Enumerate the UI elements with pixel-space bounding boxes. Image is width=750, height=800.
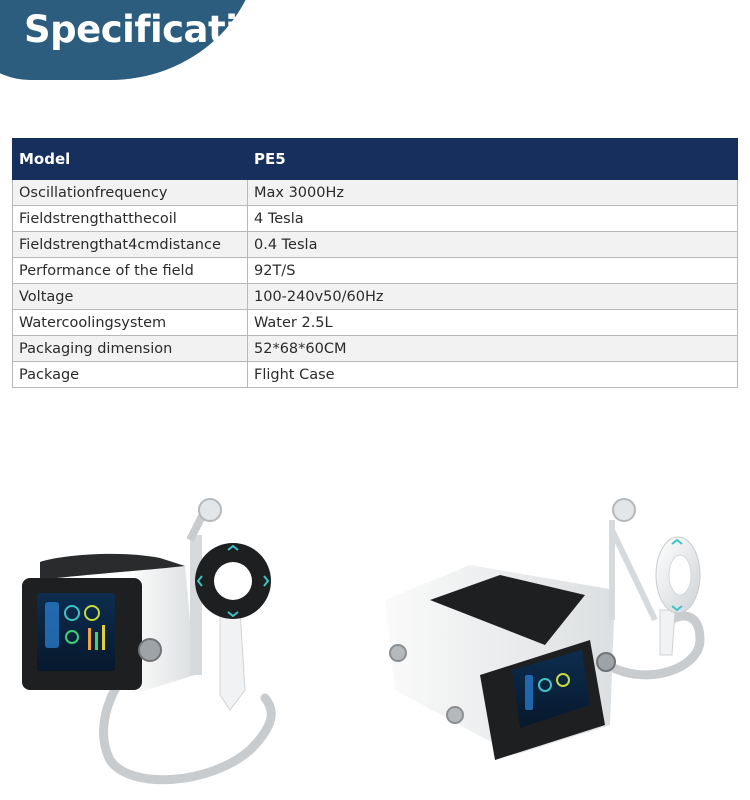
left-screen-figure-icon bbox=[45, 602, 59, 648]
spec-value: 100-240v50/60Hz bbox=[248, 284, 738, 310]
left-arm-knob bbox=[199, 499, 221, 521]
spec-label: Performance of the field bbox=[13, 258, 248, 284]
spec-value: Max 3000Hz bbox=[248, 180, 738, 206]
header-cell-model: Model bbox=[13, 139, 248, 180]
left-device bbox=[22, 499, 271, 780]
product-photos bbox=[0, 470, 750, 800]
specification-table bbox=[12, 138, 738, 388]
spec-label: Watercoolingsystem bbox=[13, 310, 248, 336]
table-row bbox=[13, 232, 738, 258]
left-screen-bar bbox=[95, 632, 98, 650]
table-row bbox=[13, 336, 738, 362]
table-row bbox=[13, 362, 738, 388]
right-coil-center bbox=[669, 555, 691, 595]
right-side-knob bbox=[447, 707, 463, 723]
table-row bbox=[13, 258, 738, 284]
spec-value: 4 Tesla bbox=[248, 206, 738, 232]
right-device bbox=[385, 499, 700, 760]
spec-value: 92T/S bbox=[248, 258, 738, 284]
right-arm-rod bbox=[612, 520, 655, 620]
left-screen-bar bbox=[102, 625, 105, 650]
spec-value: 0.4 Tesla bbox=[248, 232, 738, 258]
right-screen-figure-icon bbox=[525, 675, 533, 710]
right-side-knob bbox=[390, 645, 406, 661]
page-title: Specification bbox=[24, 8, 289, 51]
left-arm-mount bbox=[190, 535, 202, 675]
right-arm-knob bbox=[613, 499, 635, 521]
spec-label: Fieldstrengthat4cmdistance bbox=[13, 232, 248, 258]
left-screen-bar bbox=[88, 628, 91, 650]
table-row bbox=[13, 180, 738, 206]
spec-label: Voltage bbox=[13, 284, 248, 310]
spec-label: Packaging dimension bbox=[13, 336, 248, 362]
spec-label: Oscillationfrequency bbox=[13, 180, 248, 206]
spec-value: Water 2.5L bbox=[248, 310, 738, 336]
table-header-row bbox=[13, 139, 738, 180]
left-coil-center bbox=[214, 562, 252, 600]
header-cell-value: PE5 bbox=[248, 139, 738, 180]
left-coil-handle bbox=[220, 610, 245, 710]
right-connector-knob bbox=[597, 653, 615, 671]
table-row bbox=[13, 310, 738, 336]
right-coil-handle bbox=[660, 610, 675, 655]
table-row bbox=[13, 284, 738, 310]
left-body-side bbox=[135, 564, 195, 692]
spec-value: 52*68*60CM bbox=[248, 336, 738, 362]
spec-label: Package bbox=[13, 362, 248, 388]
table-row bbox=[13, 206, 738, 232]
left-connector-knob bbox=[139, 639, 161, 661]
spec-label: Fieldstrengthatthecoil bbox=[13, 206, 248, 232]
spec-value: Flight Case bbox=[248, 362, 738, 388]
